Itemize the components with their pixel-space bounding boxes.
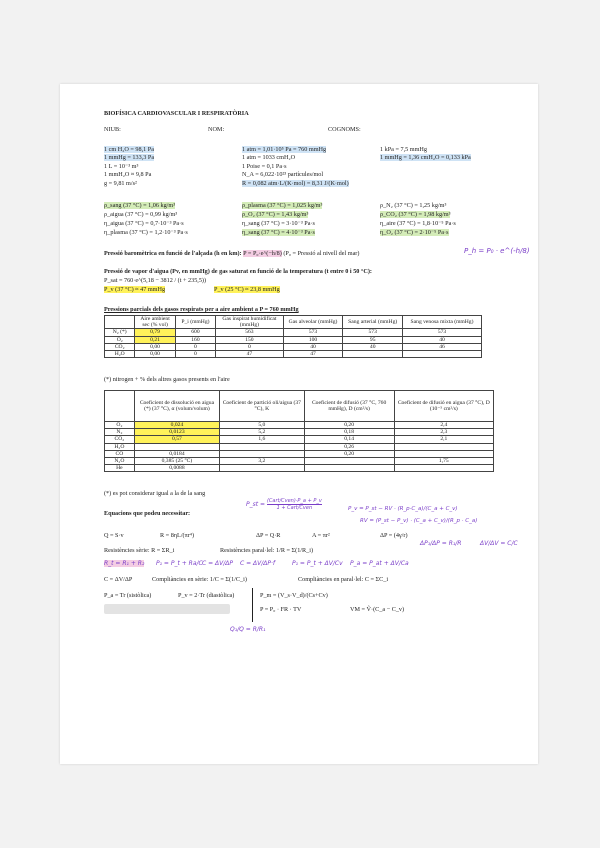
cell: 40 <box>283 343 343 350</box>
cell: 40 <box>403 336 482 343</box>
th: Gas inspirat humidificat (mmHg) <box>216 316 284 329</box>
cell: 1,75 <box>394 458 493 465</box>
cell: O₂ <box>105 422 135 429</box>
resist-series: Resistències sèrie: R = ΣR_i <box>104 547 175 554</box>
cell <box>343 351 403 358</box>
cell: H₂O <box>105 351 135 358</box>
cell: 563 <box>216 329 284 336</box>
table-row <box>105 343 482 350</box>
eq-a: A = πr² <box>312 532 330 539</box>
cell: 47 <box>283 351 343 358</box>
cell: 5,0 <box>220 422 305 429</box>
partial-footnote: (*) nitrogen + % dels altres gasos presents en l'aire <box>104 376 230 383</box>
eq-dp: ΔP = Q·R <box>256 532 281 539</box>
cell: 150 <box>216 336 284 343</box>
cell: 5,2 <box>220 429 305 436</box>
redacted-box <box>104 604 230 614</box>
const-mid-1: 1 atm = 1033 cmH₂O <box>242 154 296 161</box>
const-left-4: g = 9,81 m/s² <box>104 180 137 187</box>
resist-parallel: Resistències paral·lel: 1/R = Σ(1/R_i) <box>220 547 314 554</box>
cell <box>403 351 482 358</box>
table-header-row <box>105 391 494 422</box>
cell <box>220 443 305 450</box>
th: Coeficient de difusió en aigua (37 °C), D (10⁻⁵ cm²/s) <box>394 391 493 422</box>
cell: 573 <box>283 329 343 336</box>
th: Aire ambient sec (% vol) <box>135 316 175 329</box>
p1-eq: P₁ = P_t + Ra/C <box>156 560 203 567</box>
eq-r: R = 8ηL/(πr⁴) <box>160 532 195 539</box>
cell <box>394 443 493 450</box>
pv-formula: P_v = 2·Tr (diastòlica) <box>178 592 235 599</box>
cell: 600 <box>175 329 215 336</box>
const-left-0: 1 cm H₂O = 98,1 Pa <box>104 146 154 153</box>
vapor-value: P_v (37 °C) ≈ 47 mmHg <box>104 286 166 293</box>
cell: N₂ <box>105 429 135 436</box>
c-eq: C = ΔV/ΔP <box>202 560 233 567</box>
pm-formula: P_m = (V_s·V_d)/(Cs+Cv) <box>260 592 328 599</box>
bracket <box>252 588 253 622</box>
cell: 0,0184 <box>134 450 219 457</box>
th: P_i (mmHg) <box>175 316 215 329</box>
prop-c1-3: η_plasma (37 °C) = 1,2·10⁻³ Pa·s <box>104 229 188 236</box>
cell: O₂ <box>105 336 135 343</box>
cell: N₂O <box>105 458 135 465</box>
th: Coeficient de difusió (37 °C, 760 mmHg), D (cm²/s) <box>304 391 394 422</box>
cell: 0 <box>175 351 215 358</box>
cell <box>394 450 493 457</box>
table-row <box>105 450 494 457</box>
equations-title: Equacions que podeu necessitar: <box>104 510 191 517</box>
prop-c3-2: η_aire (37 °C) = 1,8·10⁻⁵ Pa·s <box>380 220 456 227</box>
rv-equation: RV = (P_st − P_v) · (C_a + C_v)/(R_p · C_a) <box>360 518 478 524</box>
cell: 0,385 (25 °C) <box>134 458 219 465</box>
cell: 0,18 <box>304 429 394 436</box>
table-row <box>105 329 482 336</box>
cell: 0,57 <box>134 436 219 443</box>
eq-laplace: ΔP = (4γ/r) <box>380 532 408 539</box>
cell: CO₂ <box>105 436 135 443</box>
const-mid-0: 1 atm = 1,01·10⁵ Pa = 760 mmHg <box>242 146 327 153</box>
const-left-3: 1 mmH₂O ≈ 9,8 Pa <box>104 171 152 178</box>
cell <box>304 465 394 472</box>
cell: CO₂ <box>105 343 135 350</box>
vapor-label: Pressió de vapor d'aigua (Pv, en mmHg) de gas saturat en funció de la temperatura (t entre 0 i 50 °C): <box>104 268 372 275</box>
ratio-eq-2: ΔV/ΔV = C/C <box>480 540 518 547</box>
prop-c3-0: ρ_N₂ (37 °C) = 1,25 kg/m³ <box>380 202 447 209</box>
const-left-2: 1 L = 10⁻³ m³ <box>104 163 139 170</box>
vapor-value-2: P_v (25 °C) ≈ 23,8 mmHg <box>214 286 280 293</box>
prop-c3-1: ρ_CO₂ (37 °C) = 1,98 kg/m³ <box>380 211 451 218</box>
ratio-eq: ΔP₁/ΔP = R₁/R <box>420 540 462 547</box>
cell <box>134 443 219 450</box>
table-row <box>105 443 494 450</box>
cf-eq: C = ΔV/ΔP·f <box>240 560 276 567</box>
cell: 0,14 <box>304 436 394 443</box>
pst-equation: P_st = $\frac{\text{(Cart/Cven)·P\_a + P\_v}}{\text{1 + Cart/Cven}}$ <box>246 498 322 511</box>
const-right-1: 1 mmHg = 1,36 cmH₂O = 0,133 kPa <box>380 154 471 161</box>
prop-c2-3: η_sang (37 °C) = 4·10⁻³ Pa·s <box>242 229 315 236</box>
barometric-label: Pressió baromètrica en funció de l'alçada (h en km): P = P₀·e^(−h/8) (P₀ = Pressió al nivell del mar) <box>104 250 360 257</box>
th: Sang arterial (mmHg) <box>343 316 403 329</box>
barometric-handwritten: P_h = P₀ · e^(-h/8) <box>464 247 530 255</box>
cell <box>304 458 394 465</box>
cell <box>220 465 305 472</box>
comp-series: Compliàncies en sèrie: 1/C = Σ(1/C_i) <box>152 576 247 583</box>
cell: 160 <box>175 336 215 343</box>
table-row <box>105 436 494 443</box>
table-header-row <box>105 316 482 329</box>
table-row <box>105 465 494 472</box>
cell: 3,2 <box>220 458 305 465</box>
comp-parallel: Compliàncies en paral·lel: C = ΣC_i <box>298 576 389 583</box>
const-mid-3: N_A = 6,022·10²³ partícules/mol <box>242 171 324 178</box>
prop-c2-1: ρ_O₂ (37 °C) = 1,43 kg/m³ <box>242 211 309 218</box>
cell: 573 <box>343 329 403 336</box>
cell: He <box>105 465 135 472</box>
vapor-formula: P_sat = 760·e^(5,18 − 3812 / (t + 235,5)) <box>104 277 207 284</box>
table-row <box>105 351 482 358</box>
partial-caption: Pressions parcials dels gasos respirats per a aire ambient a P = 760 mmHg <box>104 306 299 313</box>
solubility-footnote: (*) es pot considerar igual a la de la sang <box>104 490 206 497</box>
c-def: C = ΔV/ΔP <box>104 576 133 583</box>
table-row <box>105 336 482 343</box>
cell: 0,024 <box>134 422 219 429</box>
const-right-0: 1 kPa = 7,5 mmHg <box>380 146 427 153</box>
barometric-formula: P = P₀·e^(−h/8) <box>243 250 282 257</box>
cell: 0,21 <box>135 336 175 343</box>
cell: 0,20 <box>304 450 394 457</box>
prop-c1-1: ρ_aigua (37 °C) = 0,99 kg/m³ <box>104 211 178 218</box>
pa-eq: P_a = P_at + ΔV/Ca <box>350 560 409 567</box>
nom-label: NOM: <box>208 126 225 133</box>
q-ratio-eq: Q₁/Q = R/R₁ <box>230 626 266 633</box>
cell: 95 <box>343 336 403 343</box>
th <box>105 316 135 329</box>
eq-q: Q = S·v <box>104 532 124 539</box>
document-page <box>60 84 538 764</box>
th: Gas alveolar (mmHg) <box>283 316 343 329</box>
th: Coeficient de partició oli/aigua (37 °C), K <box>220 391 305 422</box>
barometric-note: (P₀ = Pressió al nivell del mar) <box>283 250 360 257</box>
cell: N₂ (*) <box>105 329 135 336</box>
cell: H₂O <box>105 443 135 450</box>
cell: CO <box>105 450 135 457</box>
cell: 1,6 <box>220 436 305 443</box>
cell <box>394 465 493 472</box>
cell: 100 <box>283 336 343 343</box>
pmix-formula: P = P₀ · FR · TV <box>260 606 302 613</box>
doc-title: BIOFÍSICA CARDIOVASCULAR I RESPIRATÒRIA <box>104 110 249 117</box>
pv-equation: P_v = P_st − RV · (R_p·C_a)/(C_a + C_v) <box>348 506 458 512</box>
partial-pressure-table <box>104 315 482 358</box>
th <box>105 391 135 422</box>
table-row <box>105 429 494 436</box>
cell: 0,0123 <box>134 429 219 436</box>
const-left-1: 1 mmHg = 133,3 Pa <box>104 154 155 161</box>
pa-formula: P_a = Tr (sistòlica) <box>104 592 152 599</box>
cell: 0 <box>175 343 215 350</box>
prop-c1-2: η_aigua (37 °C) = 0,7·10⁻³ Pa·s <box>104 220 184 227</box>
rt-eq: R_t = R₁ + R₂ <box>104 560 145 567</box>
cell: 0,20 <box>304 422 394 429</box>
p1-eq-2: P₁ = P_t + ΔV/Cv <box>292 560 343 567</box>
const-mid-4: R = 0,082 atm·L/(K·mol) = 8,31 J/(K·mol) <box>242 180 349 187</box>
cell: 2,1 <box>394 436 493 443</box>
table-row <box>105 422 494 429</box>
cell: 47 <box>216 351 284 358</box>
prop-c3-3: η_O₂ (37 °C) = 2·10⁻⁵ Pa·s <box>380 229 449 236</box>
cell: 2,3 <box>394 429 493 436</box>
cell: 40 <box>343 343 403 350</box>
cell: 0,00 <box>135 343 175 350</box>
solubility-table <box>104 390 494 472</box>
th: Sang venosa mixta (mmHg) <box>403 316 482 329</box>
const-mid-2: 1 Poise = 0,1 Pa·s <box>242 163 287 170</box>
prop-c2-0: ρ_plasma (37 °C) = 1,025 kg/m³ <box>242 202 323 209</box>
cell: 2,4 <box>394 422 493 429</box>
niub-label: NIUB: <box>104 126 121 133</box>
vm-formula: VM = Ṽ·(C_a − C_v) <box>350 606 405 613</box>
cell: 0,79 <box>135 329 175 336</box>
cell <box>220 450 305 457</box>
th: Coeficient de dissolució en aigua (*) (37 °C), α (volum/volum) <box>134 391 219 422</box>
cell: 573 <box>403 329 482 336</box>
cell: 0,00 <box>135 351 175 358</box>
table-row <box>105 458 494 465</box>
prop-c1-0: ρ_sang (37 °C) = 1,06 kg/m³ <box>104 202 176 209</box>
cell: 0,26 <box>304 443 394 450</box>
cell: 46 <box>403 343 482 350</box>
cell: 0,0088 <box>134 465 219 472</box>
cognoms-label: COGNOMS: <box>328 126 361 133</box>
cell: 0 <box>216 343 284 350</box>
prop-c2-2: η_sang (37 °C) = 3·10⁻³ Pa·s <box>242 220 315 227</box>
